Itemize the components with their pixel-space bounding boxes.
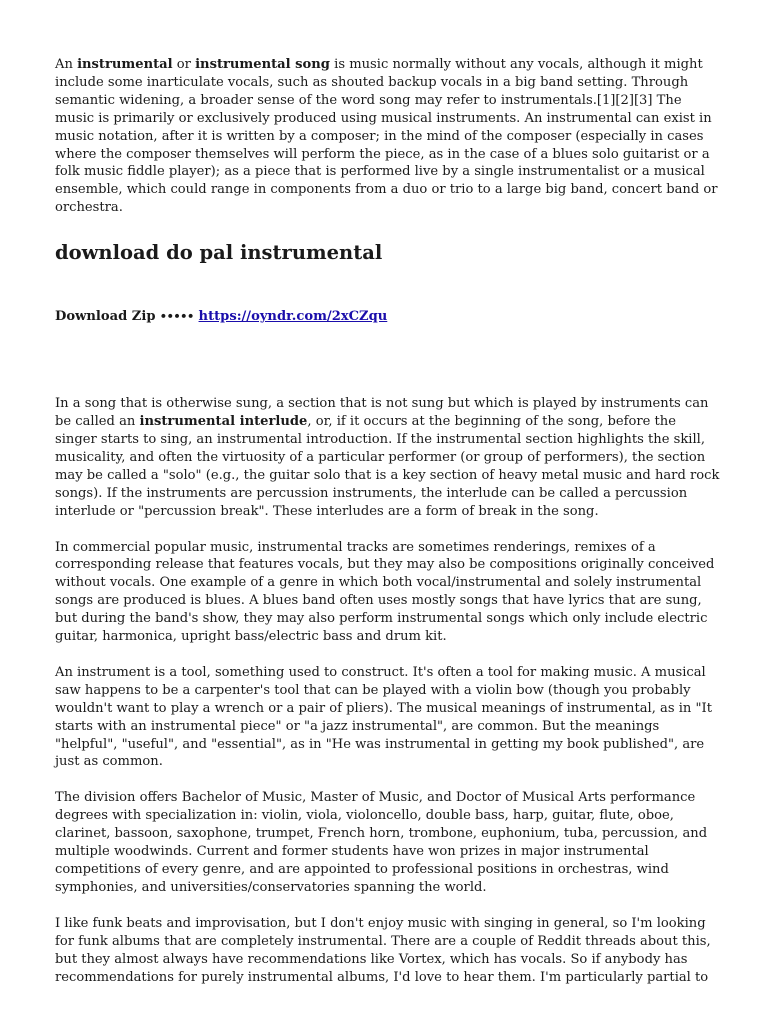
paragraph-division: The division offers Bachelor of Music, Master of Music, and Doctor of Musical Arts performance degrees with specialization in: violin, viola, violoncello, double bass, harp, guitar, flute, oboe, clarinet, bassoon, saxophone, trumpet, French horn, trombone, euphonium, tuba, percussion, and multiple woodwinds. Current and former students have won prizes in major instrumental competitions of every genre, and are appointed to professional positions in orchestras, wind symphonies, and universities/conservatories spanning the world. bbox=[55, 790, 708, 895]
para2-text-2: , or, if it occurs at the beginning of the song, before the singer starts to sing, an instrumental introduction. If the instrumental section highlights the skill, musicality, and often the virtuosity of a particular performer (or group of performers), the section may be called a "solo" (e.g., the guitar solo that is a key section of heavy metal music and hard rock songs). If the instruments are percussion instruments, the interlude can be called a percussion interlude or "percussion break". These interludes are a form of break in the song. bbox=[55, 414, 720, 519]
paragraph-interlude bbox=[55, 395, 720, 520]
intro-bold-2: instrumental song bbox=[195, 57, 330, 72]
para2-text-1: In a song that is otherwise sung, a section that is not sung but which is played by instruments can be called an bbox=[55, 396, 709, 430]
intro-text-1: An bbox=[55, 57, 78, 72]
para2-bold: instrumental interlude bbox=[139, 414, 308, 430]
page-heading: download do pal instrumental bbox=[55, 241, 383, 265]
download-line bbox=[55, 308, 720, 326]
paragraph-funk: I like funk beats and improvisation, but I don't enjoy music with singing in general, so I'm looking for funk albums that are completely instrumental. There are a couple of Reddit threads about this, but they almost always have recommendations like Vortex, which has vocals. So if anybody has recommendations for purely instrumental albums, I'd love to hear them. I'm particularly partial to bbox=[55, 915, 711, 985]
spacer bbox=[55, 326, 720, 395]
intro-paragraph bbox=[55, 56, 720, 217]
intro-text-2: or bbox=[172, 57, 196, 72]
intro-text-3: is music normally without any vocals, although it might include some inarticulate vocals, such as shouted backup vocals in a big band setting. Through semantic widening, a broader sense of the word song may refer to instrumentals.[1][2][3] The music is primarily or exclusively produced using musical instruments. An instrumental can exist in music notation, after it is written by a composer; in the mind of the composer (especially in cases where the composer themselves will perform the piece, as in the case of a blues solo guitarist or a folk music fiddle player); as a piece that is performed live by a single instrumentalist or a musical ensemble, which could range in components from a duo or trio to a large big band, concert band or orchestra. bbox=[55, 57, 718, 216]
paragraph-instrument-tool: An instrument is a tool, something used to construct. It's often a tool for making music. A musical saw happens to be a carpenter's tool that can be played with a violin bow (though you probably wouldn't want to play a wrench or a pair of pliers). The musical meanings of instrumental, as in "It starts with an instrumental piece" or "a jazz instrumental", are common. But the meanings "helpful", "useful", and "essential", as in "He was instrumental in getting my book published", are just as common. bbox=[55, 664, 712, 770]
intro-bold-1: instrumental bbox=[77, 57, 173, 72]
paragraph-commercial: In commercial popular music, instrumental tracks are sometimes renderings, remixes of a corresponding release that features vocals, but they may also be compositions originally conceived without vocals. One example of a genre in which both vocal/instrumental and solely instrumental songs are produced is blues. A blues band often uses mostly songs that have lyrics that are sung, but during the band's show, they may also perform instrumental songs which only include electric guitar, harmonica, upright bass/electric bass and drum kit. bbox=[55, 539, 715, 645]
document-page bbox=[55, 56, 720, 1004]
download-link[interactable]: https://oyndr.com/2xCZqu bbox=[198, 309, 388, 325]
download-label: Download Zip ∙∙∙∙∙ bbox=[55, 309, 199, 325]
